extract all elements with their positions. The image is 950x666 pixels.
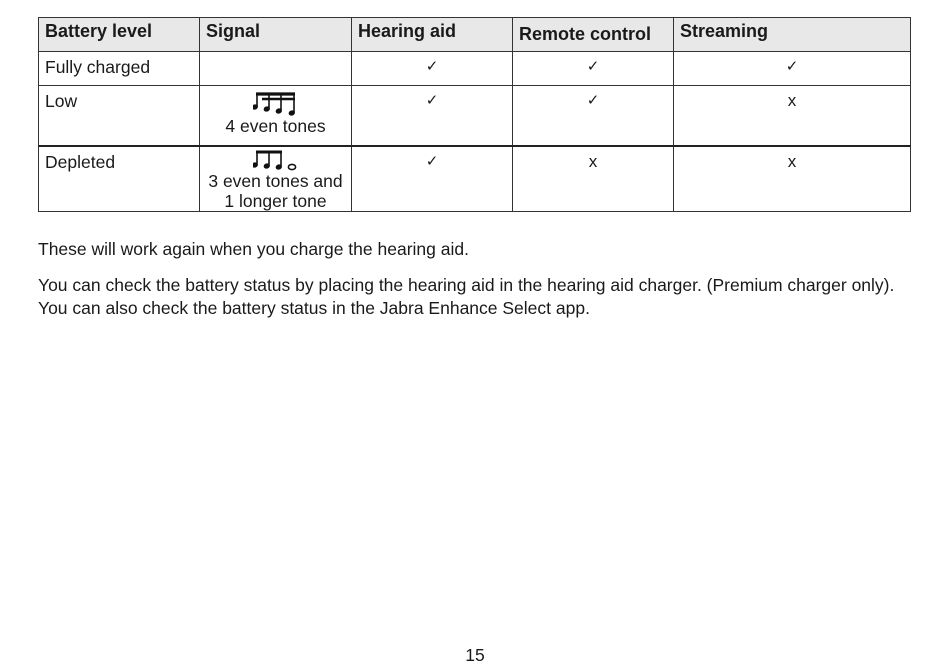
signal-cell — [200, 52, 352, 86]
table-row-low — [39, 86, 911, 146]
charge-note: These will work again when you charge the hearing aid. — [38, 239, 469, 259]
signal-cell — [200, 86, 352, 146]
battery-status-note-line1: You can check the battery status by placing the hearing aid in the hearing aid charger. (Premium charger only). — [38, 275, 895, 295]
hearing-aid-cell: ✓ — [352, 86, 513, 146]
battery-status-table — [38, 17, 911, 212]
remote-control-cell: x — [513, 146, 674, 212]
header-streaming: Streaming — [674, 18, 911, 52]
signal-description-line2: 1 longer tone — [224, 190, 327, 211]
header-remote-control: Remote control — [513, 18, 674, 52]
four-notes-icon — [253, 88, 299, 116]
battery-status-note — [38, 274, 894, 320]
hearing-aid-cell: ✓ — [352, 146, 513, 212]
streaming-cell: ✓ — [674, 52, 911, 86]
battery-level-cell: Low — [39, 86, 200, 146]
page-number: 15 — [465, 645, 485, 665]
remote-control-cell: ✓ — [513, 86, 674, 146]
remote-control-cell: ✓ — [513, 52, 674, 86]
streaming-cell: x — [674, 146, 911, 212]
table-header-row — [39, 18, 911, 52]
header-battery-level: Battery level — [39, 18, 200, 52]
three-notes-and-whole-note-icon — [253, 149, 299, 171]
battery-status-note-line2: You can also check the battery status in the Jabra Enhance Select app. — [38, 298, 590, 318]
signal-cell — [200, 146, 352, 212]
table-row-fully-charged — [39, 52, 911, 86]
signal-description: 4 even tones — [225, 116, 326, 136]
battery-level-cell: Fully charged — [39, 52, 200, 86]
header-hearing-aid: Hearing aid — [352, 18, 513, 52]
hearing-aid-cell: ✓ — [352, 52, 513, 86]
header-signal: Signal — [200, 18, 352, 52]
streaming-cell: x — [674, 86, 911, 146]
battery-level-cell: Depleted — [39, 146, 200, 212]
table-row-depleted — [39, 146, 911, 212]
signal-description-line1: 3 even tones and — [208, 170, 343, 191]
